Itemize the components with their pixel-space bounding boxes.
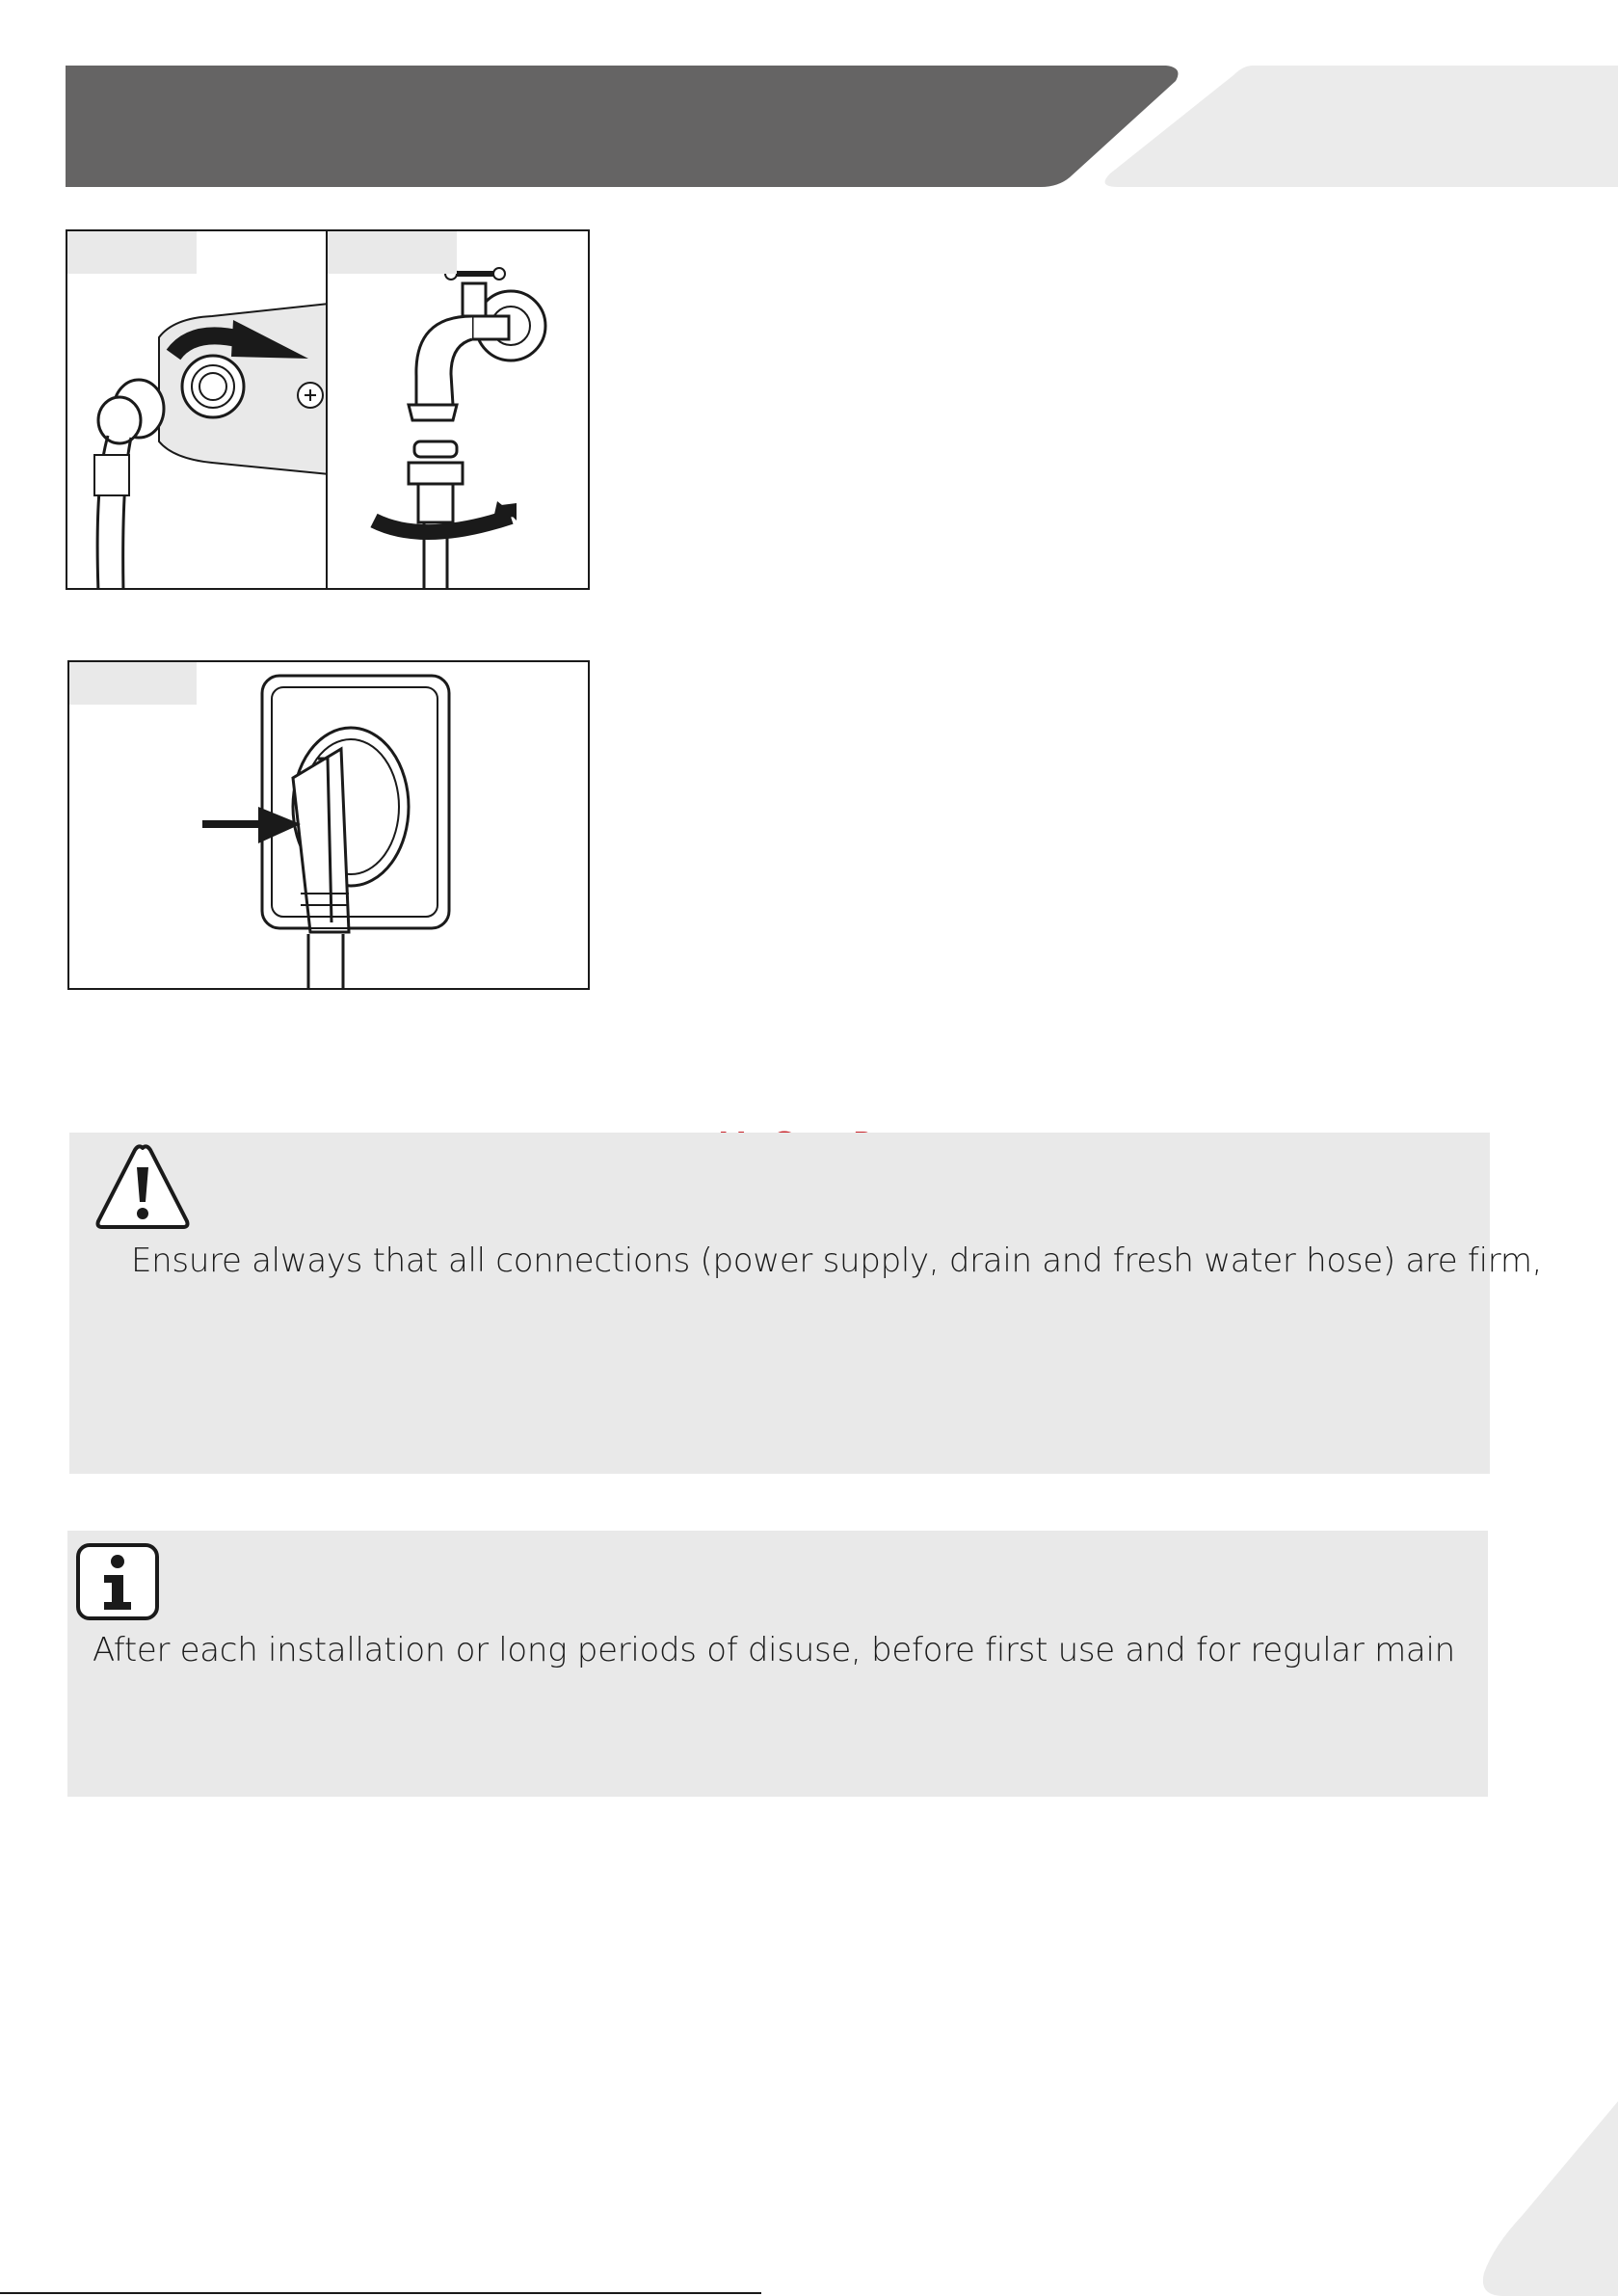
power-plug-illustration: [69, 662, 590, 990]
figure-tap-connection: [326, 229, 590, 590]
info-icon: [75, 1542, 160, 1621]
inlet-connection-illustration: [67, 231, 328, 590]
header-dark-band: [66, 66, 1178, 187]
info-panel: [67, 1531, 1488, 1797]
warning-triangle-icon: [94, 1142, 191, 1233]
header-banner: [0, 0, 1618, 202]
warning-text: Ensure always that all connections (power supply, drain and fresh water hose) are firm,: [131, 1241, 1543, 1280]
figure-inlet-connection: [66, 229, 328, 590]
figure-power-plug: [67, 660, 590, 990]
corner-decoration: [1465, 2101, 1618, 2296]
tap-connection-illustration: [328, 231, 590, 590]
info-text: After each installation or long periods of disuse, before first use and for regular main: [93, 1631, 1455, 1669]
footer-rule: [0, 2292, 761, 2294]
warning-panel: [69, 1133, 1543, 1474]
header-light-band: [1105, 66, 1618, 187]
